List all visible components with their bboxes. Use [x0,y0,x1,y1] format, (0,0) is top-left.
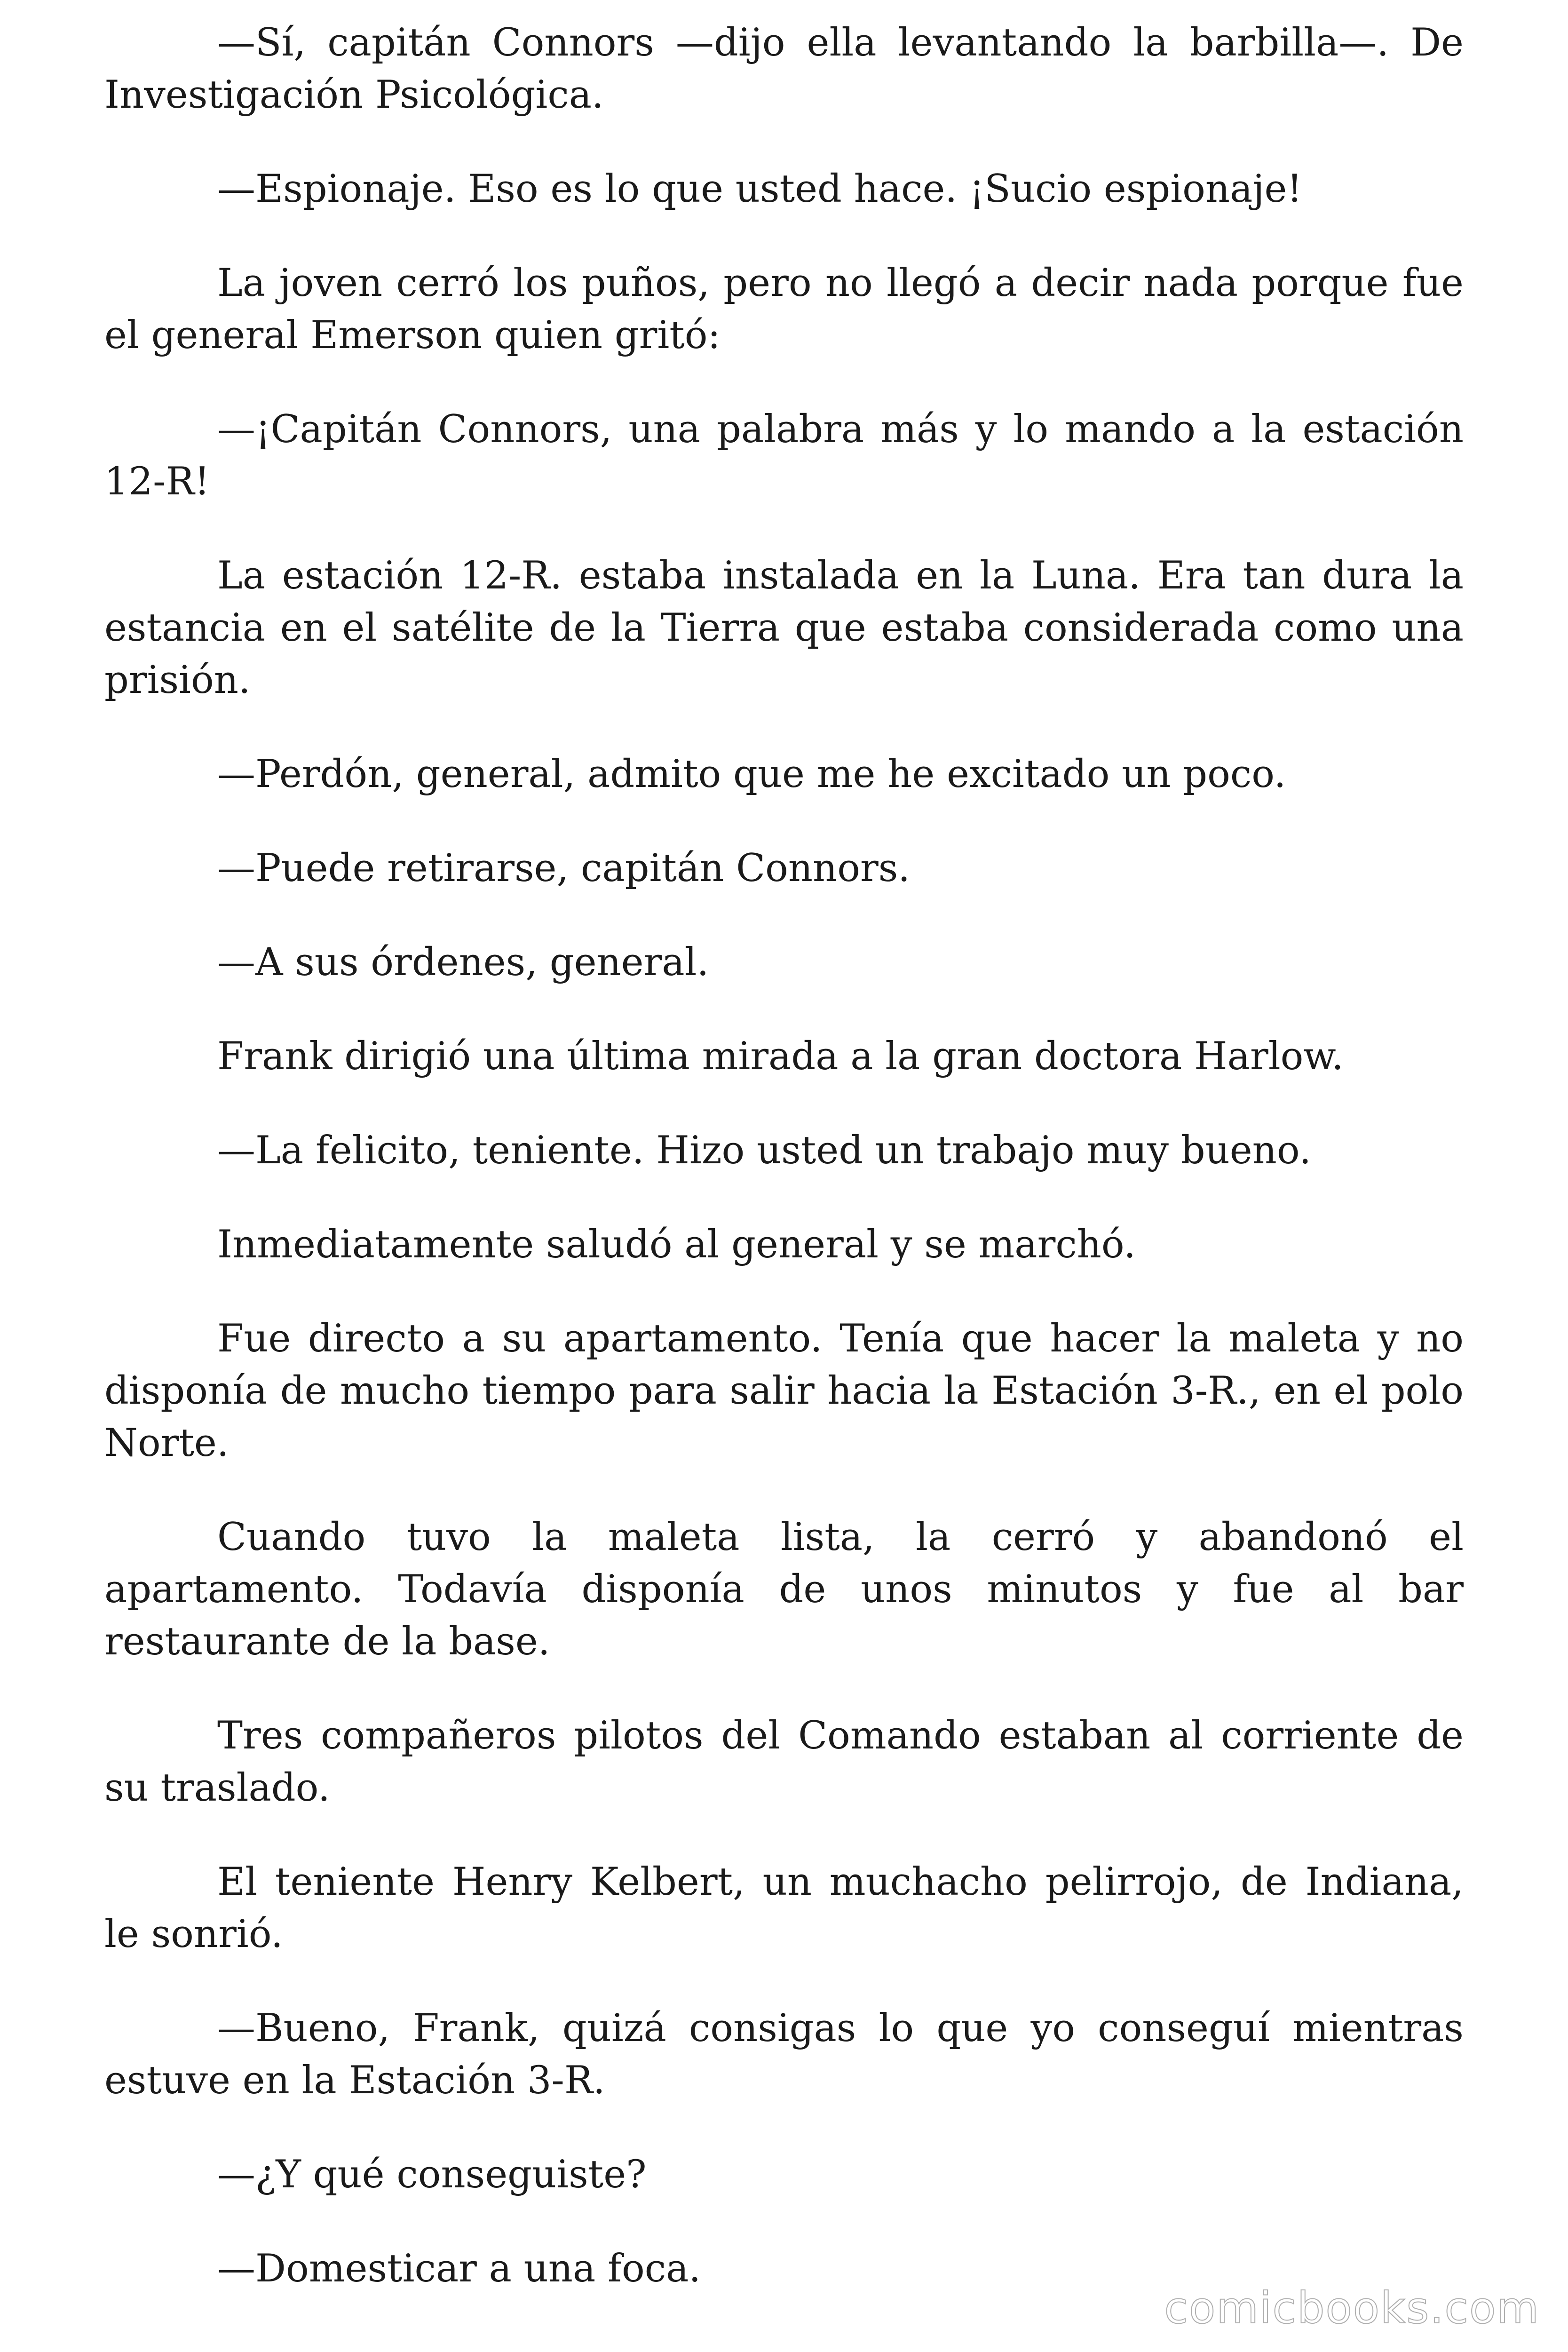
paragraph: La estación 12-R. estaba instalada en la Luna. Era tan dura la estancia en el satélite de la Tierra que estaba considerada como una prisión. [104,554,1464,702]
paragraph: Fue directo a su apartamento. Tenía que hacer la maleta y no disponía de mucho tiempo para salir hacia la Estación 3-R., en el polo Norte. [104,1317,1464,1465]
paragraph: Cuando tuvo la maleta lista, la cerró y abandonó el apartamento. Todavía disponía de unos minutos y fue al bar restaurante de la base. [104,1515,1464,1664]
paragraph: —Bueno, Frank, quizá consigas lo que yo conseguí mientras estuve en la Estación 3-R. [104,2006,1464,2103]
paragraph: Inmediatamente saludó al general y se marchó. [217,1223,1136,1267]
paragraph: —Puede retirarse, capitán Connors. [217,846,911,890]
page-body [104,17,1464,2337]
paragraph: —Domesticar a una foca. [217,2247,701,2291]
paragraph: —A sus órdenes, general. [217,940,709,985]
paragraph: —Sí, capitán Connors —dijo ella levantando la barbilla—. De Investigación Psicológica. [104,21,1464,117]
paragraph: El teniente Henry Kelbert, un muchacho pelirrojo, de Indiana, le sonrió. [104,1860,1464,1956]
paragraph: Frank dirigió una última mirada a la gran doctora Harlow. [217,1034,1344,1079]
paragraph: La joven cerró los puños, pero no llegó a decir nada porque fue el general Emerson quien gritó: [104,261,1464,358]
watermark: comicbooks.com [1164,2283,1540,2333]
paragraph: —¡Capitán Connors, una palabra más y lo mando a la estación 12-R! [104,407,1464,504]
paragraph: —Perdón, general, admito que me he excitado un poco. [217,752,1286,796]
paragraph: —La felicito, teniente. Hizo usted un trabajo muy bueno. [217,1128,1311,1173]
paragraph: —¿Y qué conseguiste? [217,2153,647,2197]
paragraph: —Espionaje. Eso es lo que usted hace. ¡Sucio espionaje! [217,167,1302,211]
paragraph: Tres compañeros pilotos del Comando estaban al corriente de su traslado. [104,1714,1464,1810]
